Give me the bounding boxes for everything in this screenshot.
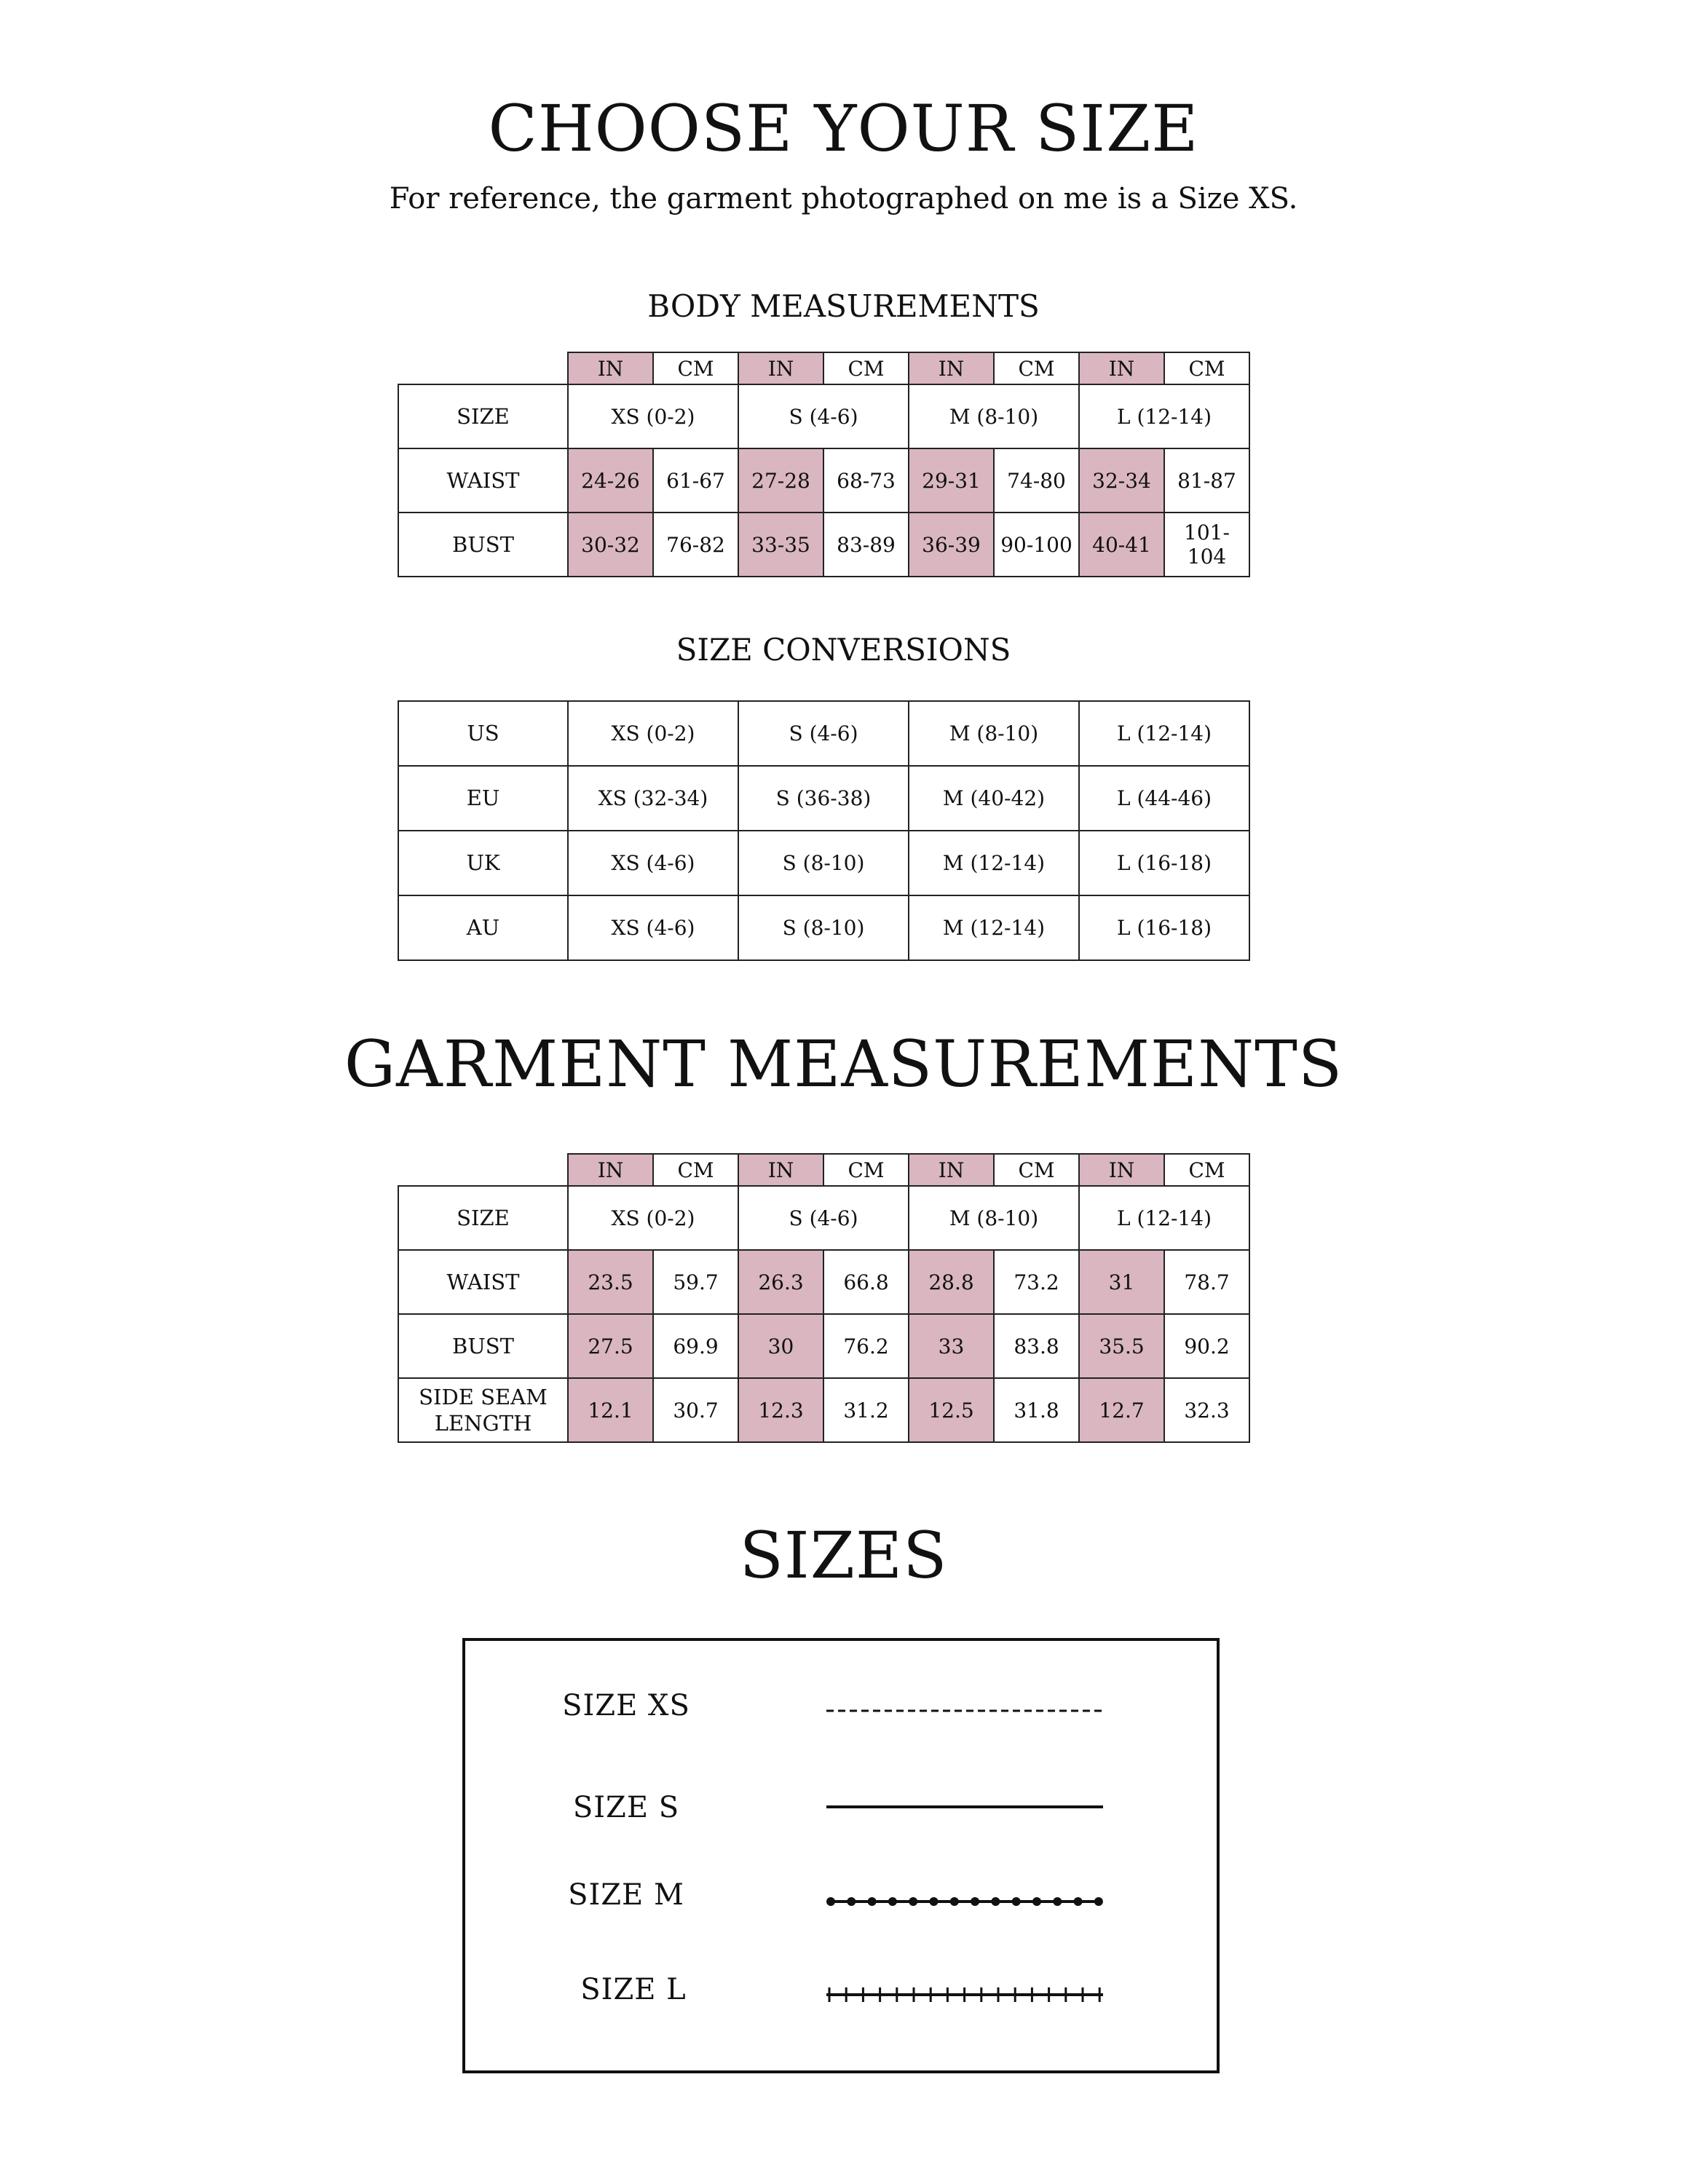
value-cell: S (8-10) — [738, 831, 909, 895]
units-row — [398, 1154, 1249, 1186]
body-measurements-title: BODY MEASUREMENTS — [647, 288, 1040, 324]
value-cell: 31.8 — [994, 1378, 1079, 1442]
value-cell: S (8-10) — [738, 895, 909, 960]
size-conversions-title: SIZE CONVERSIONS — [676, 632, 1011, 668]
value-cell: 68-73 — [823, 448, 909, 513]
value-cell: L (44-46) — [1079, 766, 1249, 831]
table-row — [398, 766, 1249, 831]
value-cell: 66.8 — [823, 1250, 909, 1314]
unit-header: CM — [653, 352, 738, 384]
unit-header: CM — [994, 352, 1079, 384]
size-cell: L (12-14) — [1079, 1186, 1249, 1250]
value-cell: 90-100 — [994, 513, 1079, 577]
legend-label-l: SIZE L — [580, 1973, 687, 2006]
value-cell: 33 — [909, 1314, 994, 1378]
value-cell: 90.2 — [1164, 1314, 1249, 1378]
row-label: BUST — [398, 513, 568, 577]
size-cell: S (4-6) — [738, 1186, 909, 1250]
unit-header: IN — [568, 352, 653, 384]
size-cell: XS (0-2) — [568, 384, 738, 448]
value-cell: 28.8 — [909, 1250, 994, 1314]
value-cell: 23.5 — [568, 1250, 653, 1314]
value-cell: 59.7 — [653, 1250, 738, 1314]
value-cell: 40-41 — [1079, 513, 1164, 577]
row-label: SIZE — [398, 384, 568, 448]
value-cell: 32-34 — [1079, 448, 1164, 513]
value-cell: M (8-10) — [909, 701, 1079, 766]
unit-header: IN — [738, 352, 823, 384]
unit-header: IN — [568, 1154, 653, 1186]
size-row — [398, 1186, 1249, 1250]
value-cell: 35.5 — [1079, 1314, 1164, 1378]
size-cell: M (8-10) — [909, 384, 1079, 448]
value-cell: M (12-14) — [909, 895, 1079, 960]
value-cell: XS (4-6) — [568, 895, 738, 960]
units-row — [398, 352, 1249, 384]
table-row — [398, 701, 1249, 766]
row-label: SIDE SEAM LENGTH — [398, 1378, 568, 1442]
unit-header: CM — [823, 1154, 909, 1186]
corner-cell — [398, 1154, 568, 1186]
value-cell: 30-32 — [568, 513, 653, 577]
corner-cell — [398, 352, 568, 384]
value-cell: 61-67 — [653, 448, 738, 513]
size-conversions-table — [398, 700, 1250, 961]
value-cell: L (16-18) — [1079, 895, 1249, 960]
legend-label-s: SIZE S — [572, 1791, 680, 1824]
value-cell: 12.7 — [1079, 1378, 1164, 1442]
sizes-title: SIZES — [739, 1518, 948, 1593]
value-cell: M (40-42) — [909, 766, 1079, 831]
unit-header: CM — [1164, 352, 1249, 384]
legend-label-m: SIZE M — [568, 1878, 684, 1912]
unit-header: CM — [823, 352, 909, 384]
value-cell: 30 — [738, 1314, 823, 1378]
page-title: CHOOSE YOUR SIZE — [488, 91, 1199, 166]
value-cell: 31.2 — [823, 1378, 909, 1442]
value-cell: 12.1 — [568, 1378, 653, 1442]
value-cell: 26.3 — [738, 1250, 823, 1314]
garment-measurements-table — [398, 1153, 1250, 1443]
value-cell: 32.3 — [1164, 1378, 1249, 1442]
unit-header: CM — [994, 1154, 1079, 1186]
table-row — [398, 1250, 1249, 1314]
value-cell: XS (0-2) — [568, 701, 738, 766]
value-cell: XS (32-34) — [568, 766, 738, 831]
value-cell: 29-31 — [909, 448, 994, 513]
size-row — [398, 384, 1249, 448]
table-row — [398, 448, 1249, 513]
value-cell: 78.7 — [1164, 1250, 1249, 1314]
size-cell: M (8-10) — [909, 1186, 1079, 1250]
size-cell: L (12-14) — [1079, 384, 1249, 448]
body-measurements-table — [398, 352, 1250, 577]
size-cell: S (4-6) — [738, 384, 909, 448]
value-cell: 27.5 — [568, 1314, 653, 1378]
row-label: EU — [398, 766, 568, 831]
value-cell: 101-104 — [1164, 513, 1249, 577]
unit-header: IN — [1079, 352, 1164, 384]
value-cell: 81-87 — [1164, 448, 1249, 513]
row-label: BUST — [398, 1314, 568, 1378]
value-cell: M (12-14) — [909, 831, 1079, 895]
value-cell: L (12-14) — [1079, 701, 1249, 766]
value-cell: 12.3 — [738, 1378, 823, 1442]
unit-header: IN — [1079, 1154, 1164, 1186]
value-cell: S (4-6) — [738, 701, 909, 766]
value-cell: L (16-18) — [1079, 831, 1249, 895]
row-label: US — [398, 701, 568, 766]
table-row — [398, 1378, 1249, 1442]
value-cell: 73.2 — [994, 1250, 1079, 1314]
row-label: AU — [398, 895, 568, 960]
legend-label-xs: SIZE XS — [562, 1689, 690, 1722]
page-subtitle: For reference, the garment photographed on me is a Size XS. — [389, 182, 1298, 215]
value-cell: 30.7 — [653, 1378, 738, 1442]
unit-header: IN — [909, 352, 994, 384]
row-label: WAIST — [398, 448, 568, 513]
value-cell: S (36-38) — [738, 766, 909, 831]
dotted-line-icon — [826, 1887, 1103, 1916]
value-cell: 76-82 — [653, 513, 738, 577]
value-cell: 36-39 — [909, 513, 994, 577]
row-label: WAIST — [398, 1250, 568, 1314]
value-cell: 76.2 — [823, 1314, 909, 1378]
ticked-line-icon — [826, 1980, 1103, 2009]
row-label: UK — [398, 831, 568, 895]
value-cell: 24-26 — [568, 448, 653, 513]
unit-header: IN — [738, 1154, 823, 1186]
unit-header: IN — [909, 1154, 994, 1186]
size-cell: XS (0-2) — [568, 1186, 738, 1250]
value-cell: 83-89 — [823, 513, 909, 577]
value-cell: 74-80 — [994, 448, 1079, 513]
table-row — [398, 513, 1249, 577]
unit-header: CM — [1164, 1154, 1249, 1186]
row-label: SIZE — [398, 1186, 568, 1250]
value-cell: 69.9 — [653, 1314, 738, 1378]
value-cell: 27-28 — [738, 448, 823, 513]
value-cell: 83.8 — [994, 1314, 1079, 1378]
value-cell: XS (4-6) — [568, 831, 738, 895]
value-cell: 12.5 — [909, 1378, 994, 1442]
table-row — [398, 895, 1249, 960]
unit-header: CM — [653, 1154, 738, 1186]
garment-measurements-title: GARMENT MEASUREMENTS — [344, 1026, 1343, 1101]
dashed-line-icon — [826, 1696, 1103, 1725]
table-row — [398, 1314, 1249, 1378]
value-cell: 31 — [1079, 1250, 1164, 1314]
solid-line-icon — [826, 1792, 1103, 1821]
value-cell: 33-35 — [738, 513, 823, 577]
table-row — [398, 831, 1249, 895]
